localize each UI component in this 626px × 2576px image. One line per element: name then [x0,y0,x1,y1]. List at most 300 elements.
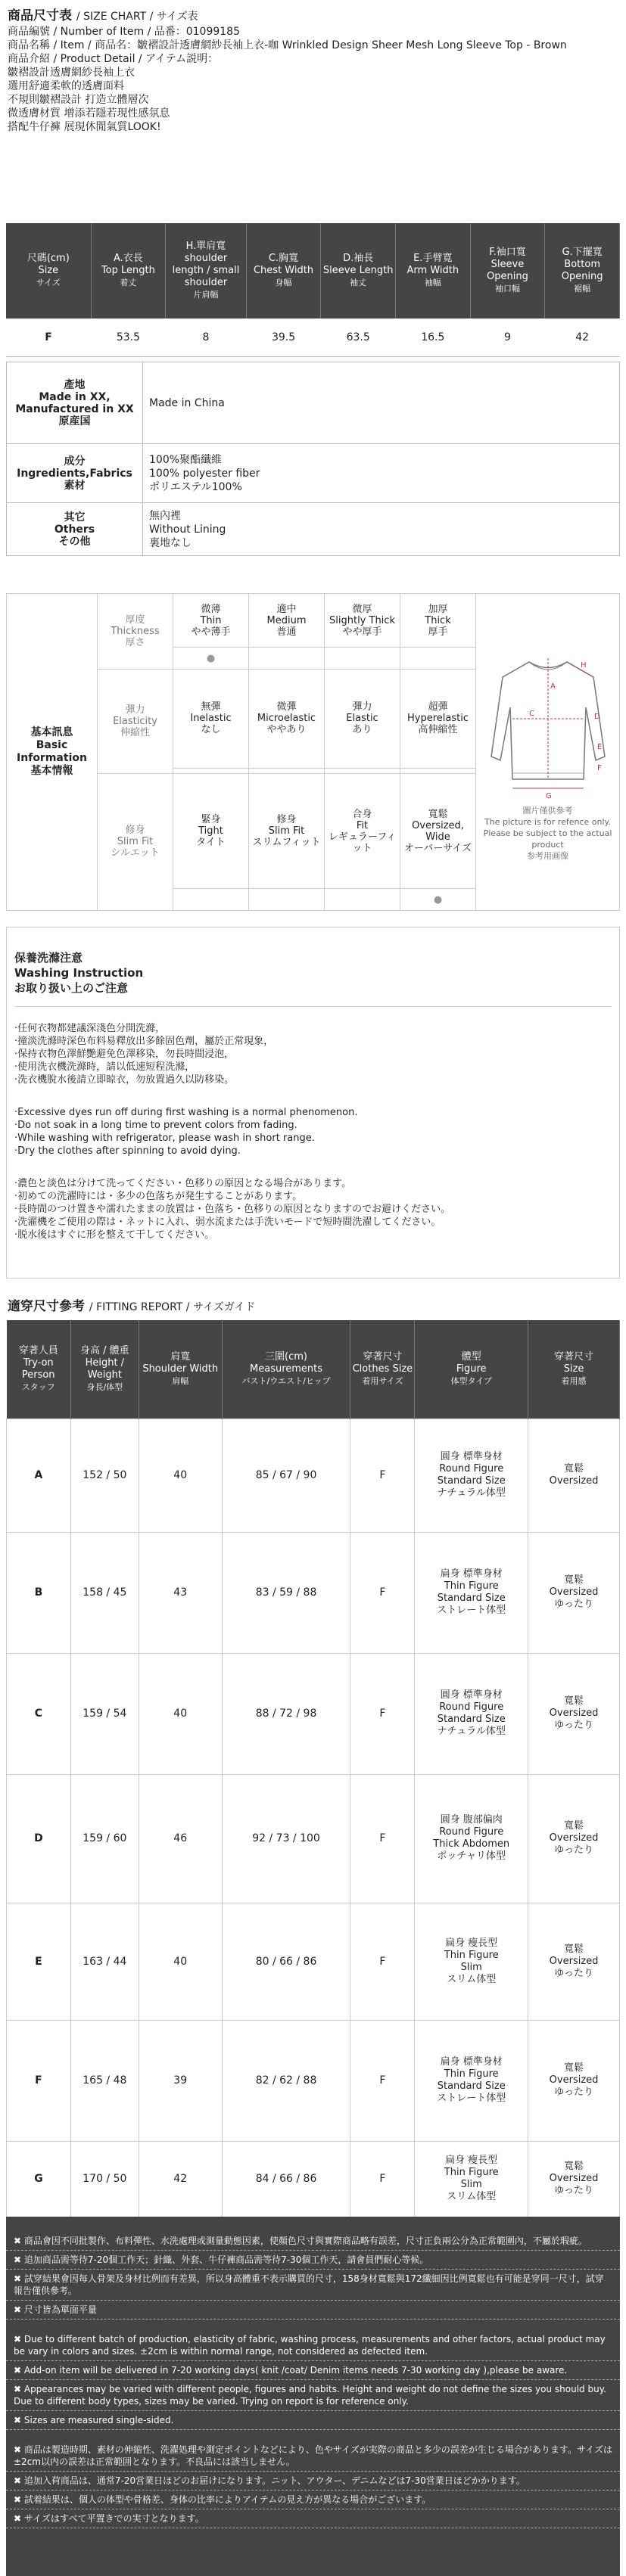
elasticity-option-line: 微彈 [276,701,297,713]
washing-title: 保養洗滌注意 [14,951,83,965]
fitting-cell: 165 / 48 [70,2020,139,2141]
size-value-cell: 8 [166,319,246,356]
fit-option-line: 合身 [352,808,372,820]
thickness-dot [400,648,476,670]
size-header-text: 袖丈 [350,278,367,287]
fitting-header-text: 着用サイズ [362,1375,403,1386]
fitting-row [7,1532,620,1653]
elasticity-option [173,669,249,768]
fit-option-line: スリムフィット [252,837,321,849]
fitting-cell: 80 / 66 / 86 [222,1903,350,2020]
basic-info-label-line: 基本訊息 [30,726,73,738]
note-item: ✖ 試穿結果會因每人骨架及身材比例而有差異，所以身高體重不表示購買的尺寸，158身材寬鬆與172纖細因比例寬鬆也有可能是穿同一尺寸，試穿報告僅供參考。 [6,2270,620,2301]
size-header-cell [91,223,166,319]
figure-line: Slim [460,2179,482,2190]
item-detail-line: 不規則皺褶設計 打造立體層次 [8,94,149,106]
figure-cell [415,1774,528,1903]
fitting-heading [8,1295,626,1314]
thickness-dot: ● [173,648,249,670]
fit-label [98,773,173,910]
elasticity-label-line: 伸縮性 [120,726,150,738]
fit-feel-cell [528,1419,620,1532]
size-header-text: Arm Width [406,265,459,276]
figure-line: ポッチャリ体型 [437,1850,506,1862]
fitting-cell: 40 [139,1419,222,1532]
elasticity-option-line: Microelastic [257,713,316,725]
fitting-cell: 85 / 67 / 90 [222,1419,350,1532]
thickness-option-line: 厚手 [428,626,448,638]
fit-feel-line: 寬鬆 [564,1943,584,1955]
size-header-text: E.手臂寬 [413,253,453,264]
figure-cell [415,1419,528,1532]
washing-jp-line: ‧長時間のつけ置きや濡れたままの放置は・色落ち・色移りの原因となりますのでお避けください。 [14,1204,451,1215]
svg-text:D: D [593,712,600,721]
thickness-option-line: やや厚手 [342,626,382,638]
fitting-cell: F [350,1903,415,2020]
origin-label-line: 產地 [64,378,86,391]
thickness-option-line: 加厚 [428,603,448,615]
figure-line: 扁身 瘦長型 [445,1937,498,1949]
fit-feel-line: 寬鬆 [564,1695,584,1707]
figure-line: 扁身 標準身材 [440,1568,503,1580]
fitting-cell: F [350,1419,415,1532]
size-header-text: 袖幅 [424,278,441,287]
fitting-header-cell [528,1320,620,1419]
fitting-cell: G [7,2141,71,2217]
fit-option-line: Oversized, Wide [412,819,464,843]
washing-jp-list [14,1177,612,1241]
thickness-option-line: やや薄手 [191,626,231,638]
item-detail-line: 選用舒適柔軟的透膚面料 [8,80,124,92]
figure-line: スリム体型 [447,2191,497,2202]
fitting-row [7,1419,620,1532]
others-value-line: Without Lining [149,523,226,536]
size-value-cell: 39.5 [246,319,321,356]
fitting-cell: 152 / 50 [70,1419,139,1532]
fitting-row [7,1774,620,1903]
fit-option-line: Slim Fit [268,825,305,837]
note-item: ✖ 追加商品需等待7-20個工作天；針織、外套、牛仔褲商品需等待7-30個工作天，請會員們耐心等候。 [6,2251,620,2270]
note-item: ✖ Appearances may be varied with different people, figures and habits. Height and weight do not define the sizes you should buy. Due to different body types, sizes may be varied. Trying on report is for reference only. [6,2380,620,2411]
size-header-text: H.單肩寬 [185,241,226,252]
size-header-text: Size [38,265,59,276]
fitting-cell: F [350,2141,415,2217]
size-header-text: C.胸寬 [268,253,299,264]
elasticity-dot [325,768,400,773]
fitting-cell: 163 / 44 [70,1903,139,2020]
thickness-label [98,594,173,670]
fitting-cell: F [350,2020,415,2141]
fitting-header-text: 三圍(cm) [265,1350,308,1363]
fit-feel-line: ゆったり [554,1720,593,1731]
fitting-header-text: バスト/ウエスト/ヒップ [241,1375,331,1386]
thickness-option-line: 微厚 [352,603,372,615]
elasticity-dot [173,768,249,773]
fitting-header-text: 穿著人員 [18,1344,58,1356]
thickness-option-line: 微薄 [201,603,221,615]
item-detail-line: 商品名稱 / Item / 商品名：皺褶設計透膚網紗長袖上衣-咖 Wrinkled Design Sheer Mesh Long Sleeve Top - Brown [8,39,567,51]
fitting-header-text: Figure [456,1363,487,1375]
size-table [6,223,620,357]
figure-cell [415,1653,528,1774]
origin-label [7,362,143,444]
fit-feel-cell [528,2141,620,2217]
fitting-header-text: Shoulder Width [142,1363,219,1375]
elasticity-option-line: ややあり [266,724,307,736]
size-header-text: F.袖口寬 [489,247,526,258]
fitting-cell: F [350,1653,415,1774]
fitting-cell: 170 / 50 [70,2141,139,2217]
item-detail-line: 搭配牛仔褲 展現休閒氣質LOOK! [8,121,161,133]
fit-feel-cell [528,1653,620,1774]
figure-line: Thick Abdomen [433,1838,510,1850]
item-detail-lines [8,25,618,134]
materials-table [6,362,620,556]
fit-option-line: Tight [198,825,223,837]
fitting-table [6,1320,620,2217]
fitting-cell: F [7,2020,71,2141]
note-item: ✖ 試着結果は、個人の体型や骨格差、身体の比率によりアイテムの見え方が異なる場合がございます。 [6,2491,620,2509]
fitting-row [7,1903,620,2020]
figure-cell [415,1903,528,2020]
fitting-cell: 84 / 66 / 86 [222,2141,350,2217]
fit-dot [173,889,249,911]
fit-feel-line: Oversized [549,1475,599,1487]
note-item: ✖ 追加入荷商品は、通常7-20営業日ほどのお届けになります。ニット、アウター、デニムなどは7-30営業日ほどかかります。 [6,2472,620,2491]
fitting-header-text: 體型 [461,1350,481,1363]
washing-en-line: ‧While washing with refrigerator, please wash in short range. [14,1133,315,1144]
others-label-line: Others [54,523,95,536]
figure-line: Standard Size [437,1714,506,1725]
fitting-cell: 88 / 72 / 98 [222,1653,350,1774]
reference-note-line: The picture is for refence only. [484,816,611,827]
fit-dot: ● [400,889,476,911]
size-value-cell: 9 [470,319,545,356]
fitting-header-text: 体型タイプ [450,1375,492,1386]
washing-section [6,927,620,1279]
others-label-line: 其它 [64,511,86,524]
elasticity-option-line: 無彈 [201,701,221,713]
fitting-cell: A [7,1419,71,1532]
size-value-cell: F [6,319,91,356]
thickness-label-line: 厚さ [125,636,145,648]
size-header-cell [6,223,91,319]
figure-cell [415,2020,528,2141]
elasticity-option-line: あり [352,724,372,736]
notes-section [6,2217,620,2576]
origin-label-line: 原産国 [58,415,91,427]
size-header-text: Bottom Opening [561,259,603,282]
thickness-option-line: 適中 [276,603,297,615]
fitting-header-text: 肩幅 [172,1375,189,1386]
elasticity-option-line: 高伸縮性 [418,724,458,736]
fitting-subtitle: / FITTING REPORT / サイズガイド [89,1301,256,1313]
fitting-cell: 82 / 62 / 88 [222,2020,350,2141]
figure-line: 扁身 標準身材 [440,2056,503,2068]
size-value-cell: 63.5 [321,319,396,356]
washing-title-jp: お取り扱い上のご注意 [14,981,129,995]
size-header-cell [246,223,321,319]
fit-feel-cell [528,1532,620,1653]
reference-note-line: 圖片僅供參考 [522,805,573,816]
fit-feel-line: ゆったり [554,1844,593,1856]
fit-option-line: レギュラーフィット [328,831,397,854]
elasticity-option-line: なし [201,724,221,736]
fitting-cell: E [7,1903,71,2020]
note-item: ✖ Due to different batch of production, elasticity of fabric, washing process, measurements and other factors, actual product may be vary in colors and sizes. ±2cm is within normal range, not considered as defected item. [6,2330,620,2361]
fitting-header-text: Clothes Size [352,1363,413,1375]
size-header-text: Sleeve Length [322,265,394,276]
fit-label-line: 修身 [125,825,145,837]
elasticity-label [98,669,173,773]
fitting-cell: 159 / 60 [70,1774,139,1903]
thickness-option-line: Slightly Thick [329,614,395,626]
size-header-text: 袖口幅 [494,284,520,294]
fit-feel-line: ゆったり [554,1967,593,1979]
composition-value-line: 100% polyester fiber [149,467,260,480]
fitting-row [7,2020,620,2141]
size-header-cell [166,223,246,319]
figure-line: 扁身 瘦長型 [445,2155,498,2166]
fitting-cell: F [350,1774,415,1903]
fitting-header-text: 着用感 [561,1375,587,1386]
fit-feel-line: 寬鬆 [564,2062,584,2074]
size-chart-title: 商品尺寸表 [8,8,72,23]
size-header-cell [470,223,545,319]
fitting-cell: 92 / 73 / 100 [222,1774,350,1903]
size-header-text: 身幅 [275,278,292,287]
svg-text:G: G [545,791,552,800]
fit-feel-line: 寬鬆 [564,1574,584,1586]
fitting-header-text: 身高 / 體重 [80,1344,129,1356]
size-header-text: shoulder length / small shoulder [172,253,240,288]
fitting-row [7,2141,620,2217]
fit-feel-cell [528,1903,620,2020]
elasticity-dot [249,768,325,773]
fit-label-line: シルエット [111,847,160,859]
fit-option-line: Fit [356,819,369,831]
origin-label-line: Made in XX, Manufactured in XX [15,390,134,415]
composition-label [7,444,143,503]
thickness-option [400,594,476,648]
fitting-header-text: 肩寬 [170,1350,191,1363]
size-header-text: G.下擺寬 [562,247,603,258]
note-item: ✖ サイズはすべて平置きでの実寸となります。 [6,2509,620,2528]
figure-line: Thin Figure [444,1580,499,1592]
fit-feel-cell [528,1774,620,1903]
washing-title-en: Washing Instruction [14,966,144,980]
fit-feel-line: Oversized [549,2173,599,2184]
fitting-cell: 159 / 54 [70,1653,139,1774]
figure-line: Round Figure [439,1826,504,1838]
figure-line: Standard Size [437,1475,506,1487]
elasticity-option-line: 超彈 [428,701,448,713]
figure-line: ナチュラル体型 [437,1487,506,1499]
figure-line: ストレート体型 [437,1605,506,1616]
fit-option-line: オーバーサイズ [403,842,472,854]
fitting-cell: 83 / 59 / 88 [222,1532,350,1653]
fit-feel-line: Oversized [549,1955,599,1967]
figure-line: Round Figure [439,1463,504,1474]
fitting-header-text: Measurements [250,1363,323,1375]
figure-line: Round Figure [439,1701,504,1713]
fitting-cell: 158 / 45 [70,1532,139,1653]
item-detail-line: 微透膚材質 增添若隱若現性感氛息 [8,107,170,120]
fit-dot [249,889,325,911]
sweater-diagram-icon [484,643,612,802]
thickness-option-line: Thick [425,614,451,626]
composition-label-line: 成分 [64,455,86,468]
fit-feel-line: Oversized [549,1707,599,1719]
size-header-text: Sleeve Opening [487,259,528,282]
fitting-cell: C [7,1653,71,1774]
size-header-text: 裾幅 [574,284,591,294]
others-label [7,503,143,556]
composition-label-line: Ingredients,Fabrics [17,467,132,480]
size-value-cell: 16.5 [396,319,471,356]
fit-feel-line: ゆったり [554,1599,593,1610]
svg-text:E: E [596,742,602,751]
item-detail-line: 皺褶設計透膚網紗長袖上衣 [8,67,135,79]
thickness-dot [249,648,325,670]
fit-feel-line: Oversized [549,1586,599,1598]
fitting-header-cell [222,1320,350,1419]
thickness-label-line: Thickness [111,625,160,637]
svg-text:A: A [550,682,556,691]
thickness-option [325,594,400,648]
figure-line: 圓身 腹部偏肉 [440,1814,503,1826]
fitting-header-cell [139,1320,222,1419]
elasticity-option-line: Hyperelastic [407,713,469,725]
size-header-text: D.袖長 [343,253,374,264]
size-header-cell [321,223,396,319]
elasticity-label-line: 彈力 [125,704,145,716]
size-header-text: 片肩幅 [193,290,219,300]
note-item: ✖ 商品會因不同批製作、布料彈性、水洗處理或測量動態因素，使顏色尺寸與實際商品略有誤差，尺寸正負兩公分為正常範圍內，不屬於瑕疵。 [6,2232,620,2251]
reference-note-line: Please be subject to the actual product [483,828,612,850]
basic-info-table [6,593,620,911]
figure-line: Thin Figure [444,1949,499,1961]
elasticity-option [325,669,400,768]
fit-feel-line: ゆったり [554,2087,593,2098]
size-header-cell [396,223,471,319]
fit-feel-line: Oversized [549,1832,599,1844]
size-header-text: Top Length [101,265,155,276]
fit-option [400,773,476,888]
fitting-row [7,1653,620,1774]
fitting-title: 適穿尺寸參考 [8,1299,85,1314]
fit-option [325,773,400,888]
fitting-cell: 43 [139,1532,222,1653]
size-chart-section [8,5,618,134]
fit-feel-line: ゆったり [554,2185,593,2196]
elasticity-option [249,669,325,768]
figure-line: Thin Figure [444,2068,499,2080]
size-value-cell: 53.5 [91,319,166,356]
size-header-text: サイズ [36,278,61,287]
basic-info-label-line: Basic Information [17,739,87,764]
size-header-text: 着丈 [120,278,137,287]
figure-line: 圓身 標準身材 [440,1451,503,1462]
figure-line: Standard Size [437,2080,506,2092]
basic-info-label [7,594,98,911]
figure-cell [415,2141,528,2217]
fitting-header-cell [350,1320,415,1419]
washing-zh-line: ‧撞淡洗滌時深色布料易釋放出多餘固色劑，屬於正常現象， [14,1036,274,1047]
reference-note [478,805,618,862]
fit-option-line: 寬鬆 [428,808,448,820]
washing-en-line: ‧Excessive dyes run off during first washing is a normal phenomenon. [14,1107,358,1118]
others-value-line: 無內裡 [149,509,181,522]
fitting-header-text: 穿著尺寸 [363,1350,403,1363]
elasticity-option [400,669,476,768]
figure-line: Standard Size [437,1593,506,1604]
elasticity-option-line: Elastic [346,713,378,725]
others-value-line: 裏地なし [149,536,192,549]
washing-en-line: ‧Dry the clothes after spinning to avoid dying. [14,1145,241,1157]
size-chart-heading [8,5,618,23]
washing-jp-line: ‧洗濯機をご使用の際は・ネットに入れ、弱水流または手洗いモードで短時間洗濯してください。 [14,1217,441,1228]
fitting-header-text: 穿著尺寸 [554,1350,594,1363]
size-chart-subtitle: / SIZE CHART / サイズ表 [76,11,198,23]
washing-en-line: ‧Do not soak in a long time to prevent colors from fading. [14,1120,297,1131]
figure-line: ナチュラル体型 [437,1726,506,1737]
thickness-dot [325,648,400,670]
washing-jp-line: ‧濃色と淡色は分けて洗ってください・色移りの原因となる場合があります。 [14,1178,352,1189]
size-header-text: 尺碼(cm) [26,253,70,264]
note-item: ✖ Add-on item will be delivered in 7-20 working days( knit /coat/ Denim items needs 7-30 working day ),please be aware. [6,2361,620,2380]
elasticity-option-line: Inelastic [190,713,232,725]
composition-label-line: 素材 [64,479,86,492]
elasticity-option-line: 彈力 [352,701,372,713]
figure-line: 圓身 標準身材 [440,1689,503,1701]
size-value-cell: 42 [545,319,620,356]
composition-value-line: 100%聚酯纖維 [149,453,223,466]
fitting-cell: 39 [139,2020,222,2141]
note-item: ✖ 商品は製造時期、素材の伸縮性、洗濯処理や測定ポイントなどにより、色やサイズが実際の商品と多少の誤差が生じる場合があります。サイズは±2cm以内の誤差は正常範囲となります。不良品には該当しません。 [6,2441,620,2472]
fit-feel-line: Oversized [549,2074,599,2086]
note-item: ✖ 尺寸皆為單面平量 [6,2301,620,2320]
note-item: ✖ Sizes are measured single-sided. [6,2411,620,2430]
washing-jp-line: ‧脱水後はすぐに形を整えて干してください。 [14,1229,215,1241]
size-header-cell [545,223,620,319]
fitting-cell: D [7,1774,71,1903]
thickness-option [173,594,249,648]
fit-option [173,773,249,888]
figure-line: スリム体型 [447,1973,497,1985]
fitting-cell: 42 [139,2141,222,2217]
fit-feel-line: 寬鬆 [564,2161,584,2172]
washing-zh-line: ‧洗衣機脫水後請立即晾衣，勿放置過久以防移染。 [14,1074,235,1086]
fitting-header-cell [415,1320,528,1419]
fitting-cell: F [350,1532,415,1653]
origin-value: Made in China [143,362,620,444]
elasticity-label-line: Elasticity [113,715,157,727]
figure-line: ストレート体型 [437,2093,506,2104]
thickness-option-line: Medium [266,614,307,626]
figure-line: Thin Figure [444,2167,499,2178]
fit-feel-cell [528,2020,620,2141]
fitting-cell: 40 [139,1653,222,1774]
size-header-text: Chest Width [253,265,314,276]
fitting-cell: 46 [139,1774,222,1903]
fit-option-line: 修身 [276,814,297,826]
fit-option-line: タイト [196,837,226,849]
thickness-option-line: Thin [200,614,222,626]
fitting-header-cell [70,1320,139,1419]
elasticity-dot [400,768,476,773]
basic-info-label-line: 基本情報 [30,765,73,777]
